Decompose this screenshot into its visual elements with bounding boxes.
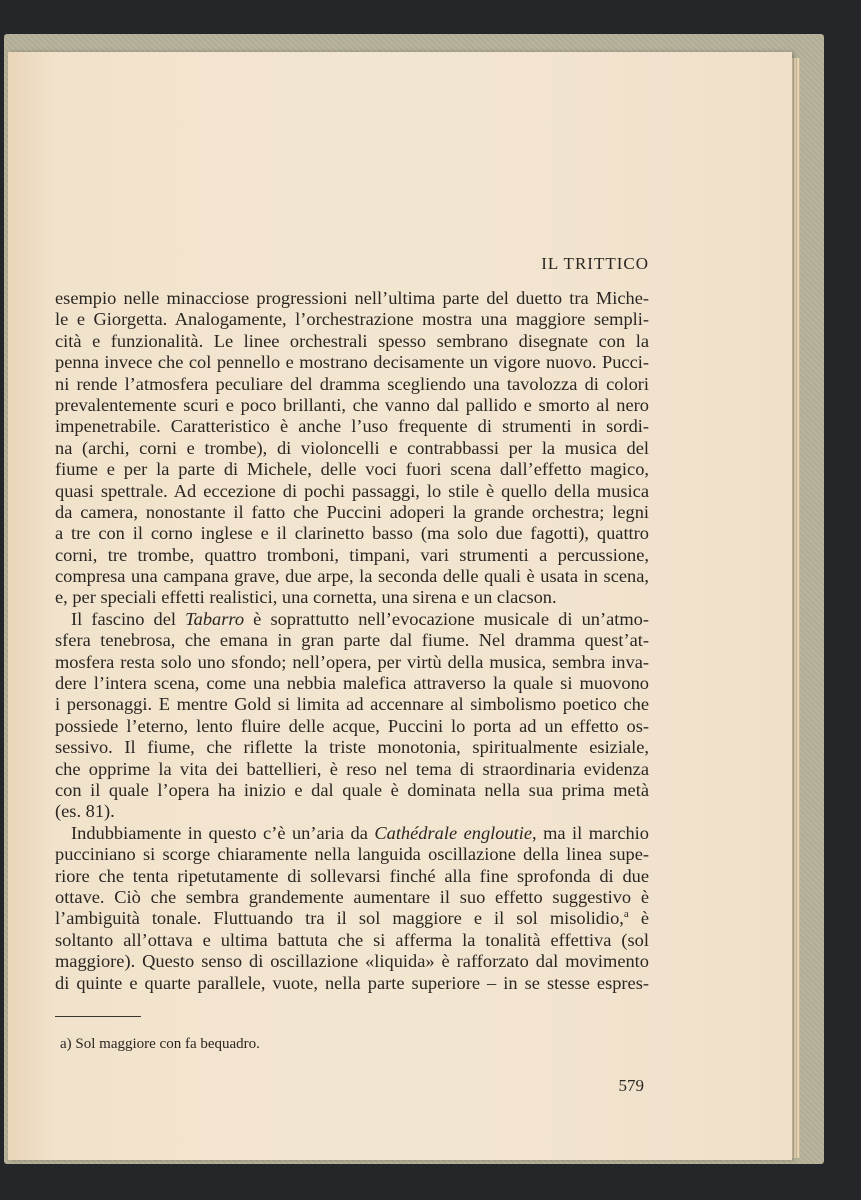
text-line: na (archi, corni e trombe), di violoncelli e contrabbassi per la musica del [55,437,649,458]
body-text [55,288,649,994]
text-line: possiede l’eterno, lento fluire delle acque, Puccini lo porta ad un effetto os- [55,715,649,736]
text-line: con il quale l’opera ha inizio e dal quale è dominata nella sua prima metà [55,779,649,800]
text-line: dere l’intera scena, come una nebbia malefica attraverso la quale si muovono [55,673,649,694]
book-page [8,52,792,1160]
text-line: fiume e per la parte di Michele, delle voci fuori scena dall’effetto magico, [55,459,649,480]
running-head: IL TRITTICO [541,254,649,273]
page-number: 579 [618,1076,644,1095]
text-fragment: è soprattutto nell’evocazione musicale di un’atmo- [244,608,649,629]
text-line [55,908,649,929]
text-fragment: Indubbiamente in questo c’è un’aria da [71,822,375,843]
text-line: maggiore). Questo senso di oscillazione «liquida» è rafforzato dal movimento [55,951,649,972]
text-line: riore che tenta ripetutamente di sollevarsi finché alla fine sprofonda di due [55,865,649,886]
text-line: cità e funzionalità. Le linee orchestrali spesso sembrano disegnate con la [55,330,649,351]
text-line: impenetrabile. Caratteristico è anche l’uso frequente di strumenti in sordi- [55,416,649,437]
text-line: quasi spettrale. Ad eccezione di pochi passaggi, lo stile è quello della musica [55,480,649,501]
text-line: che opprime la vita dei battellieri, è reso nel tema di straordinaria evidenza [55,758,649,779]
text-line: sessivo. Il fiume, che riflette la triste monotonia, spiritualmente esiziale, [55,737,649,758]
text-line: sfera tenebrosa, che emana in gran parte dal fiume. Nel dramma quest’at- [55,630,649,651]
text-line: compresa una campana grave, due arpe, la seconda delle quali è usata in scena, [55,566,649,587]
footnote-rule [55,1016,141,1017]
text-line: soltanto all’ottava e ultima battuta che si afferma la tonalità effettiva (sol [55,929,649,950]
text-line: i personaggi. E mentre Gold si limita ad accennare al simbolismo poetico che [55,694,649,715]
text-line: penna invece che col pennello e mostrano decisamente un vigore nuovo. Pucci- [55,352,649,373]
text-line [55,609,649,630]
text-line: ottave. Ciò che sembra grandemente aumentare il suo effetto suggestivo è [55,886,649,907]
footnote-marker: a [623,908,629,921]
text-line: di quinte e quarte parallele, vuote, nella parte superiore – in se stesse espres- [55,972,649,993]
text-line: da camera, nonostante il fatto che Puccini adoperi la grande orchestra; legni [55,501,649,522]
text-line: (es. 81). [55,801,115,822]
italic-title: Tabarro [185,608,245,629]
text-line: mosfera resta solo uno sfondo; nell’opera, per virtù della musica, sembra inva- [55,651,649,672]
text-line: a tre con il corno inglese e il clarinetto basso (ma solo due fagotti), quattro [55,523,649,544]
footnote: a) Sol maggiore con fa bequadro. [60,1036,260,1052]
text-line: esempio nelle minacciose progressioni nell’ultima parte del duetto tra Miche- [55,288,649,308]
italic-title: Cathédrale engloutie [374,822,533,843]
text-fragment: l’ambiguità tonale. Fluttuando tra il sol maggiore e il sol misolidio, [55,908,624,929]
text-line: le e Giorgetta. Analogamente, l’orchestrazione mostra una maggiore sempli- [55,309,649,330]
text-line: pucciniano si scorge chiaramente nella languida oscillazione della linea supe- [55,844,649,865]
text-line: ni rende l’atmosfera peculiare del dramma scegliendo una tavolozza di colori [55,373,649,394]
text-line [55,823,649,844]
text-fragment: , ma il marchio [532,822,649,843]
text-line: prevalentemente scuri e poco brillanti, che vanno dal pallido e smorto al nero [55,394,649,415]
text-line: e, per speciali effetti realistici, una cornetta, una sirena e un clacson. [55,587,557,608]
text-fragment: Il fascino del [71,608,186,629]
text-fragment: è [628,908,649,929]
text-line: corni, tre trombe, quattro tromboni, timpani, vari strumenti a percussione, [55,544,649,565]
